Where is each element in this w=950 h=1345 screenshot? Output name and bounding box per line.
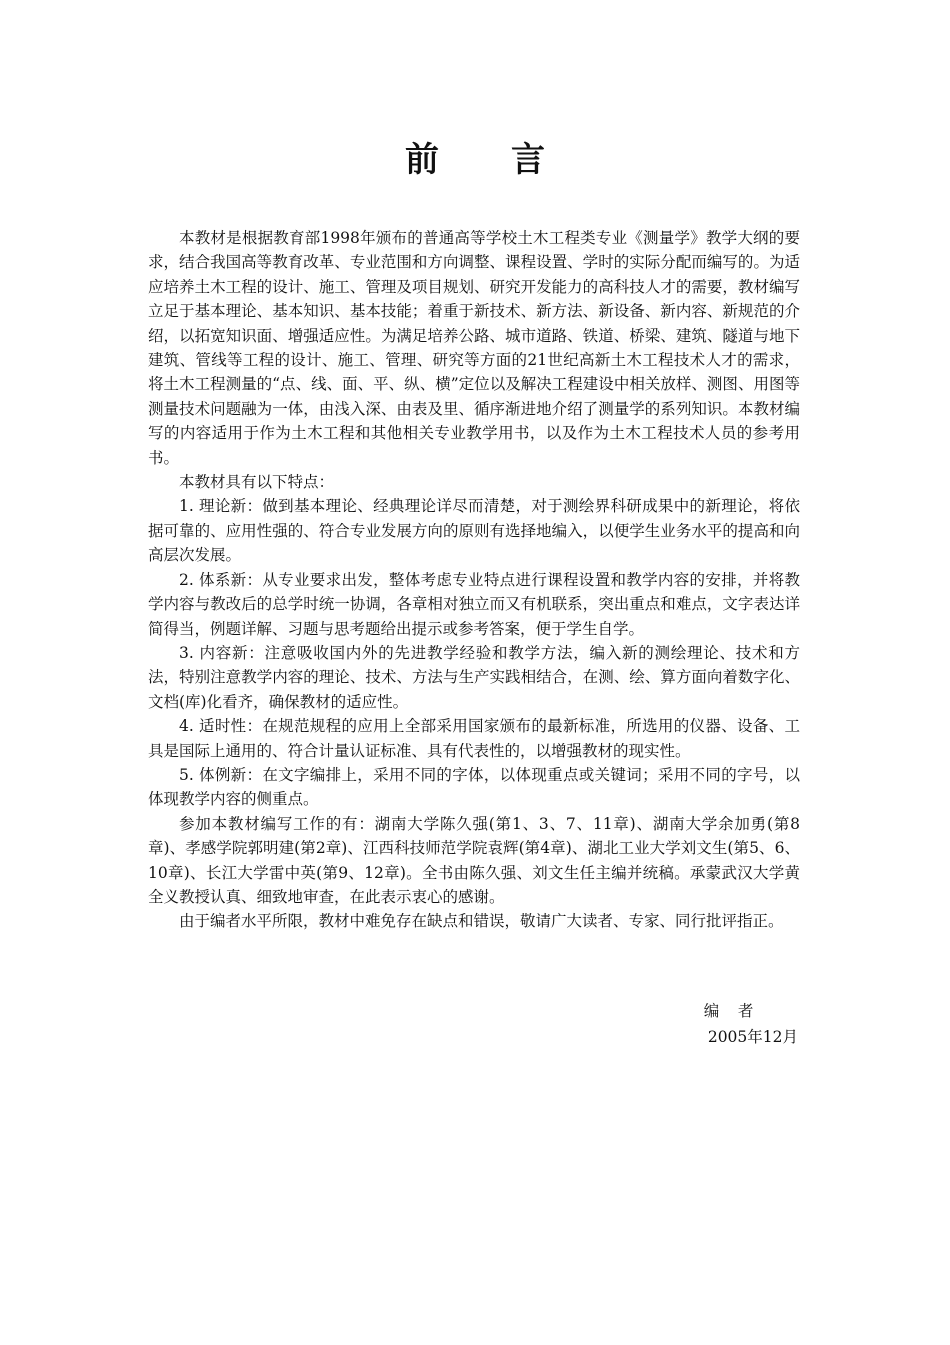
signoff-editor: 编者: [703, 1002, 772, 1020]
paragraph-feature-5: 5. 体例新：在文字编排上，采用不同的字体，以体现重点或关键词；采用不同的字号，以体现教学内容的侧重点。: [148, 765, 800, 809]
paragraph-feature-2: 2. 体系新：从专业要求出发，整体考虑专业特点进行课程设置和教学内容的安排，并将教学内容与教改后的总学时统一协调，各章相对独立而又有机联系，突出重点和难点，文字表达详简得当，例题详解、习题与思考题给出提示或参考答案，便于学生自学。: [148, 570, 800, 638]
signoff: [704, 998, 798, 1050]
preface-body: [148, 226, 800, 934]
paragraph-feature-3: 3. 内容新：注意吸收国内外的先进教学经验和教学方法，编入新的测绘理论、技术和方法，特别注意教学内容的理论、技术、方法与生产实践相结合，在测、绘、算方面向着数字化、文档(库)化看齐，确保教材的适应性。: [148, 643, 800, 711]
paragraph-feature-1: 1. 理论新：做到基本理论、经典理论详尽而清楚，对于测绘界科研成果中的新理论，将依据可靠的、应用性强的、符合专业发展方向的原则有选择地编入，以便学生业务水平的提高和向高层次发展。: [148, 497, 800, 565]
paragraph-closing: 由于编者水平所限，教材中难免存在缺点和错误，敬请广大读者、专家、同行批评指正。: [179, 912, 784, 931]
paragraph-feature-4: 4. 适时性：在规范规程的应用上全部采用国家颁布的最新标准，所选用的仪器、设备、工具是国际上通用的、符合计量认证标准、具有代表性的，以增强教材的现实性。: [148, 717, 800, 760]
page-title: 前言: [405, 140, 617, 180]
signoff-date: 2005年12月: [707, 1028, 798, 1046]
paragraph-intro: 本教材是根据教育部1998年颁布的普通高等学校土木工程类专业《测量学》教学大纲的要求，结合我国高等教育改革、专业范围和方向调整、课程设置、学时的实际分配而编写的。为适应培养土木工程的设计、施工、管理及项目规划、研究开发能力的高科技人才的需要，教材编写立足于基本理论、基本知识、基本技能；着重于新技术、新方法、新设备、新内容、新规范的介绍，以拓宽知识面、增强适应性。为满足培养公路、城市道路、铁道、桥梁、建筑、隧道与地下建筑、管线等工程的设计、施工、管理、研究等方面的21世纪高新土木工程技术人才的需求，将土木工程测量的“点、线、面、平、纵、横”定位以及解决工程建设中相关放样、测图、用图等测量技术问题融为一体，由浅入深、由表及里、循序渐进地介绍了测量学的系列知识。本教材编写的内容适用于作为土木工程和其他相关专业教学用书，以及作为土木工程技术人员的参考用书。: [148, 229, 800, 467]
paragraph-contributors: 参加本教材编写工作的有：湖南大学陈久强(第1、3、7、11章)、湖南大学余加勇(第8章)、孝感学院郭明建(第2章)、江西科技师范学院袁辉(第4章)、湖北工业大学刘文生(第5、6、10章)、长江大学雷中英(第9、12章)。全书由陈久强、刘文生任主编并统稿。承蒙武汉大学黄全义教授认真、细致地审查，在此表示衷心的感谢。: [148, 814, 800, 906]
paragraph-features-heading: 本教材具有以下特点：: [179, 473, 335, 492]
